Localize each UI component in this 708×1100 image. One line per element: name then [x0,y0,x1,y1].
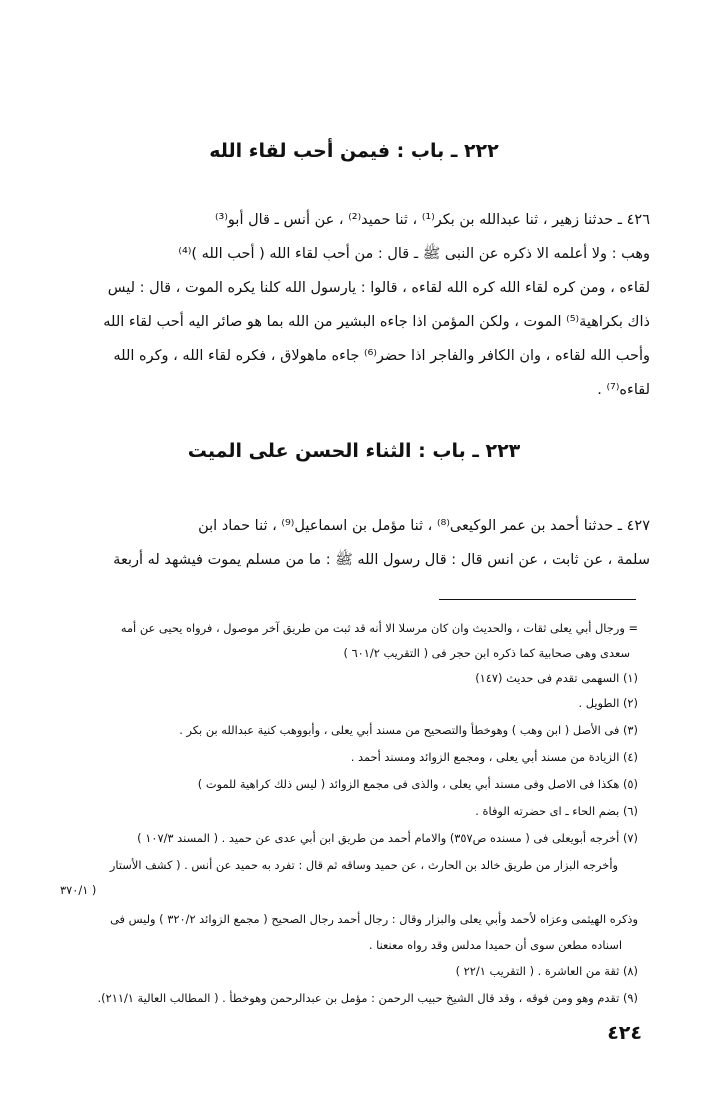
chapter-heading-223: ٢٢٣ ـ باب : الثناء الحسن على الميت [187,440,521,462]
footnote-line: اسناده مطعن سوى أن حميدا مدلس وقد رواه معنعنا . [368,938,622,952]
footnote-line: = ورجال أبي يعلى ثقات ، والحديث وان كان مرسلا الا أنه قد ثبت من طريق آخر موصول ، فرواه يحيى عن أمه [120,621,638,635]
footnote-1: (١) السهمى تقدم فى حديث (١٤٧) [475,671,638,685]
footnote-line: وأخرجه البزار من طريق خالد بن الحارث ، عن حميد وساقه ثم قال : تفرد به حميد عن أنس . ( كشف الأستار [109,858,618,872]
footnote-9: (٩) تقدم وهو ومن فوقه ، وقد قال الشيخ حبيب الرحمن : مؤمل بن عبدالرحمن وهوخطأ . ( المطالب العالية ٢١١/١). [97,991,638,1005]
text-line: لقاءه⁽⁷⁾ . [597,382,650,398]
footnote-5: (٥) هكذا فى الاصل وفى مسند أبي يعلى ، والذى فى مجمع الزوائد ( ليس ذلك كراهية للموت ) [197,777,638,791]
chapter-heading-222: ٢٢٢ ـ باب : فيمن أحب لقاء الله [209,140,499,162]
text-line: وأحب الله لقاءه ، وان الكافر والفاجر اذا حضر⁽⁶⁾ جاءه ماهولاق ، فكره لقاء الله ، وكره الله [113,348,650,364]
footnote-3: (٣) فى الأصل ( ابن وهب ) وهوخطأ والتصحيح من مسند أبي يعلى ، وأبووهب كنية عبدالله بن بكر . [179,723,638,737]
footnote-4: (٤) الزيادة من مسند أبي يعلى ، ومجمع الزوائد ومسند أحمد . [350,750,638,764]
text-line: سلمة ، عن ثابت ، عن انس قال : قال رسول الله ﷺ : ما من مسلم يموت فيشهد له أربعة [113,552,650,568]
footnote-7: (٧) أخرجه أبويعلى فى ( مسنده ص٣٥٧) والامام أحمد من طريق ابن أبي عدى عن حميد . ( المسند ١٠٧/٣ ) [137,831,638,845]
footnote-line: سعدى وهى صحابية كما ذكره ابن حجر فى ( التقريب ٦٠١/٢ ) [343,646,630,660]
footnote-8: (٨) ثقة من العاشرة . ( التقريب ٢٢/١ ) [455,964,638,978]
footnote-divider [439,599,636,600]
page-number: ٤٢٤ [607,1022,642,1044]
hadith-426-text [60,203,650,407]
text-line: وهب : ولا أعلمه الا ذكره عن النبى ﷺ ـ قال : من أحب لقاء الله ( أحب الله )⁽⁴⁾ [178,246,650,262]
text-line: لقاءه ، ومن كره لقاء الله كره الله لقاءه ، قالوا : يارسول الله كلنا يكره الموت ، قال : ليس [107,280,650,296]
footnote-line: ٣٧٠/١ ) [60,883,97,897]
text-line: ٤٢٧ ـ حدثنا أحمد بن عمر الوكيعى⁽⁸⁾ ، ثنا مؤمل بن اسماعيل⁽⁹⁾ ، ثنا حماد ابن [198,518,650,534]
footnote-2: (٢) الطويل . [578,696,638,710]
footnote-6: (٦) بضم الحاء ـ اى حضرته الوفاة . [475,804,638,818]
hadith-427-text [60,509,650,577]
text-line: ٤٢٦ ـ حدثنا زهير ، ثنا عبدالله بن بكر⁽¹⁾ ، ثنا حميد⁽²⁾ ، عن أنس ـ قال أبو⁽³⁾ [214,212,650,228]
footnote-line: وذكره الهيثمى وعزاه لأحمد وأبي يعلى والبزار وقال : رجال أحمد رجال الصحيح ( مجمع الزوائد ٣٢٠/٢ ) وليس فى [110,912,638,926]
text-line: ذاك بكراهية⁽⁵⁾ الموت ، ولكن المؤمن اذا جاءه البشير من الله بما هو صائر اليه أحب لقاء الله [103,314,650,330]
